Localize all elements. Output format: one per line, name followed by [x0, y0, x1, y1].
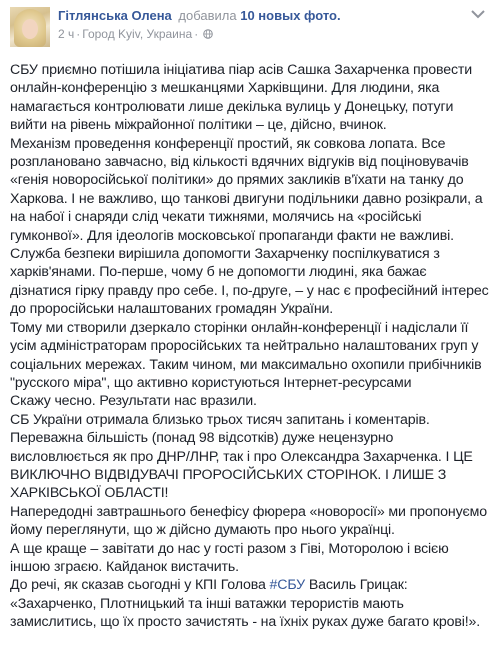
globe-icon[interactable] — [203, 29, 213, 39]
post-paragraph: Переважна більшість (понад 98 відсотків) дуже нецензурно висловлюється як про ДНР/ЛНР, так і про Олександра Захарченка. І ЦЕ ВИКЛЮЧНО ВІДВІДУВАЧІ ПРОРОСІЙСЬКИХ СТОРІНОК. І ЛИШЕ З ХАРКІВСЬКОЇ ОБЛАСТІ! — [10, 430, 473, 502]
post-time[interactable]: 2 ч — [58, 27, 75, 41]
last-suffix: Василь Грицак: — [305, 577, 408, 594]
post-title-line — [58, 7, 341, 24]
chevron-down-icon[interactable] — [471, 9, 485, 19]
post-header — [10, 6, 491, 52]
post-quote: «Захарченко, Плотницький та інші ватажки терористів мають замислитись, що їх просто зачистять - на їхніх руках дуже багато крові!». — [10, 595, 481, 631]
post-paragraph: А ще краще – завітати до нас у гості разом з Гіві, Моторолою і всією іншою зграєю. Кайданок вистачить. — [10, 540, 449, 575]
last-prefix: До речі, як сказав сьогодні у КПІ Голова — [10, 577, 270, 594]
post-meta — [58, 6, 341, 42]
avatar-face — [22, 19, 38, 39]
post-paragraph: Служба безпеки вирішила допомогти Захарченку поспілкуватися з харків'янами. По-перше, чому б не допомогти людині, яка бажає дізнатися гірку правду про себе. І, по-друге, – у нас є професійний інтерес до проросійськи налаштованих громадян України. — [10, 246, 489, 318]
post-paragraph: СБ України отримала близько трьох тисяч запитань і коментарів. — [10, 411, 430, 428]
post-paragraph-last — [10, 576, 491, 594]
avatar[interactable] — [10, 7, 50, 47]
post-location[interactable]: Город Kyiv, Украина — [82, 27, 193, 41]
hashtag-link[interactable]: #СБУ — [269, 577, 306, 594]
post-action: добавила — [178, 8, 237, 23]
post-paragraph: Тому ми створили дзеркало сторінки онлайн-конференції і надіслали її усім адміністраторам проросійських та нейтрально налаштованих груп у соціальних мережах. Таким чином, ми максимально охопили прибічників "русского міра", що активно користуються Інтернет-ресурсами — [10, 319, 482, 391]
post-subtitle-line: 2 ч · Город Kyiv, Украина · — [58, 26, 341, 42]
post-paragraph: Напередодні завтрашнього бенефісу фюрера «новоросії» ми пропонуємо йому переглянути, що ж дійсно думають про нього українці. — [10, 503, 487, 539]
post-body — [10, 61, 491, 632]
post-paragraph: Скажу чесно. Результати нас вразили. — [10, 393, 257, 410]
post-paragraph: СБУ приємно потішила ініціатива піар асів Сашка Захарченка провести онлайн-конференцію з мешканцями Харківщини. Для людини, яка намагається контролювати лише декілька вулиць у Донецьку, потуги вийти на рівень міжрайонної політики – це, дійсно, вчинок. — [10, 62, 473, 134]
author-name[interactable]: Гітлянська Олена — [58, 8, 172, 23]
post-paragraph: Механізм проведення конференції простий, як совкова лопата. Все розплановано завчасно, від кількості вдячних відгуків від поціновувачів «генія новоросійської політики» до прямих закликів в'їхати на танку до Харкова. І не важливо, що танкові двигуни подільники давно розікрали, а на набої і снаряди слід чекати тижнями, молячись на «російські гумконвої». Для ідеологів московської пропаганди факти не важливі. — [10, 135, 483, 244]
photos-count-link[interactable]: 10 новых фото. — [240, 8, 341, 23]
